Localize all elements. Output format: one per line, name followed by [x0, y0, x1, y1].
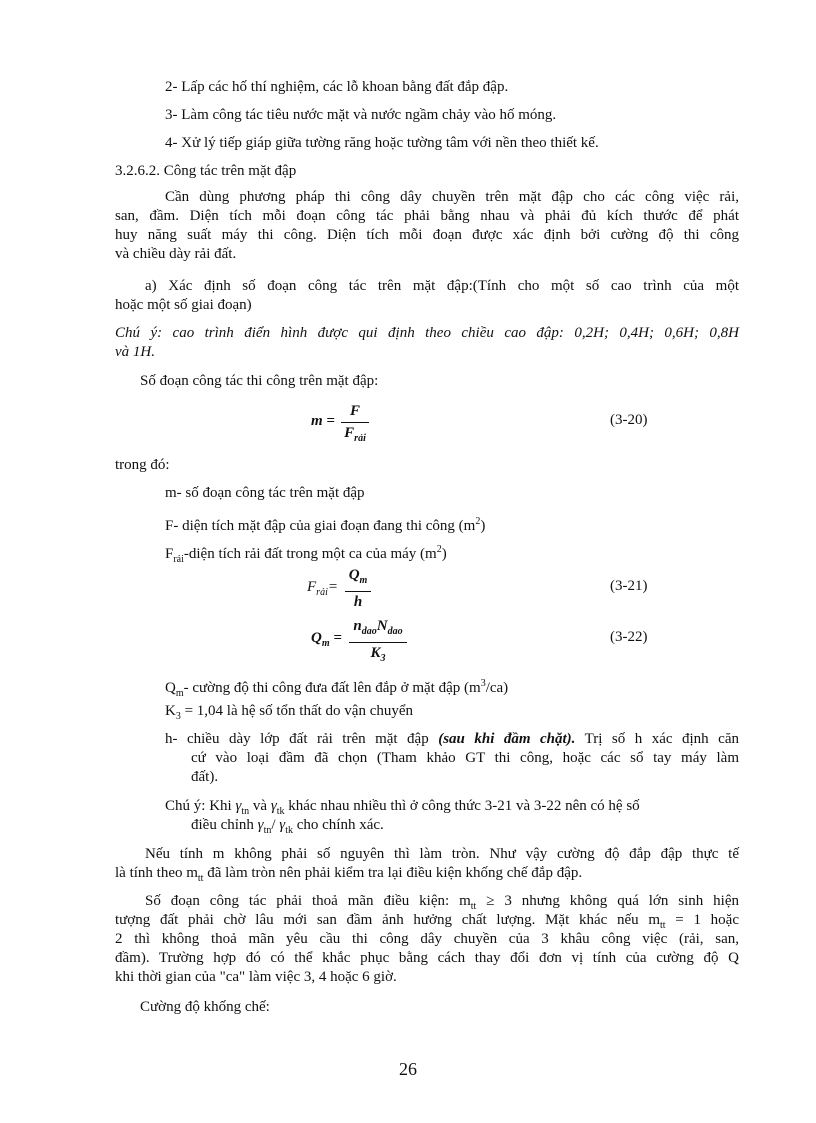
paragraph-line: Số đoạn công tác phải thoả mãn điều kiện: $m_{tt} \ge 3$ nhưng không quá lớn sinh hiện — [145, 893, 739, 912]
item-a-line: a) Xác định số đoạn công tác trên mặt đập:(Tính cho một số cao trình của một — [145, 278, 739, 294]
fraction — [349, 617, 407, 668]
note-gamma-line: Chú ý: Khi $\gamma_{tn}$ và $\gamma_{tk}$ khác nhau nhiều thì ở công thức 3-21 và 3-22 nên có hệ số — [165, 798, 640, 817]
list-item-4: 4- Xử lý tiếp giáp giữa tường răng hoặc tường tâm với nền theo thiết kế. — [165, 135, 599, 151]
paragraph-line: và chiều dày rải đất. — [115, 246, 237, 262]
def-F: F- diện tích mặt đập của giai đoạn đang thi công $(m^2)$ — [165, 516, 486, 534]
fraction-bar — [341, 422, 369, 423]
control-intensity-label: Cường độ khống chế: — [140, 999, 270, 1015]
intro-line: Số đoạn công tác thi công trên mặt đập: — [140, 373, 379, 389]
paragraph-line: huy năng suất máy thi công. Diện tích mỗi đoạn được xác định bởi cường độ thi công — [115, 227, 739, 243]
def-h-line: cứ vào loại đầm đã chọn (Tham khảo GT thi công, hoặc các sổ tay máy làm — [191, 750, 739, 766]
page-number: 26 — [399, 1059, 417, 1079]
denominator: $K_3$ — [370, 645, 386, 664]
equation-number: (3-20) — [610, 412, 648, 428]
fraction — [345, 566, 371, 612]
denominator: $F_{rải}$ — [344, 425, 366, 444]
def-K3: $K_3 = 1,04$ là hệ số tổn thất do vận chuyển — [165, 703, 414, 722]
equation-number: (3-21) — [610, 578, 648, 594]
paragraph-line: 2 thì không thoả mãn yêu cầu thi công dây chuyền của 3 khâu công việc (rải, san, — [115, 931, 739, 947]
numerator: $Q_m$ — [348, 567, 368, 586]
def-h-line: h- chiều dày lớp đất rải trên mặt đập (sau khi đầm chặt). Trị số h xác định căn — [165, 731, 739, 747]
paragraph-line: đầm). Trường hợp đó có thể khắc phục bằng cách thay đổi đơn vị tính của cường độ Q — [115, 950, 739, 966]
paragraph-line: khi thời gian của "ca" làm việc 3, 4 hoặc 6 giờ. — [115, 969, 397, 985]
eq-lhs: $Q_m$ = — [311, 630, 342, 649]
fraction-bar — [349, 642, 407, 643]
eq-lhs: $F_{rải}=$ — [307, 579, 338, 598]
section-heading: 3.2.6.2. Công tác trên mặt đập — [115, 163, 297, 179]
list-item-2: 2- Lấp các hố thí nghiệm, các lỗ khoan bằng đất đắp đập. — [165, 79, 509, 95]
equation-number: (3-22) — [610, 629, 648, 645]
fraction — [341, 402, 369, 448]
numerator: F — [349, 403, 360, 419]
note-line: và 1H. — [115, 344, 155, 360]
paragraph-line: tượng đất phải chờ lâu mới san đầm ảnh hưởng chất lượng. Mặt khác nếu $m_{tt} = 1$ hoặc — [115, 912, 739, 931]
note-line: Chú ý: cao trình điển hình được qui định theo chiều cao đập: 0,2H; 0,4H; 0,6H; 0,8H — [115, 325, 739, 341]
paragraph-line: san, đầm. Diện tích mỗi đoạn công tác phải bằng nhau và phải đủ kích thước để phát — [115, 208, 739, 224]
fraction-bar — [345, 591, 371, 592]
denominator: h — [353, 594, 363, 610]
def-h-line: đất). — [191, 769, 219, 785]
eq-lhs: m = — [311, 413, 335, 429]
def-Frai: $F_{rải}$-diện tích rải đất trong một ca của máy $(m^2)$ — [165, 544, 447, 565]
paragraph-line: là tính theo $m_{tt}$ đã làm tròn nên phải kiểm tra lại điều kiện khống chế đắp đập. — [115, 865, 583, 884]
item-a-line: hoặc một số giai đoạn) — [115, 297, 252, 313]
def-Qm: $Q_m-$ cường độ thi công đưa đất lên đắp ở mặt đập $(m^3/ca)$ — [165, 678, 509, 699]
note-gamma-line: điều chỉnh $\gamma_{tn}/$ $\gamma_{tk}$ cho chính xác. — [191, 817, 384, 836]
paragraph-line: Cần dùng phương pháp thi công dây chuyền trên mặt đập cho các công việc rải, — [165, 189, 739, 205]
def-m: m- số đoạn công tác trên mặt đập — [165, 485, 365, 501]
where-label: trong đó: — [115, 457, 170, 473]
paragraph-line: Nếu tính m không phải số nguyên thì làm tròn. Như vậy cường độ đắp đập thực tế — [145, 846, 739, 862]
numerator: $n_{dao}N_{dao}$ — [353, 618, 403, 637]
list-item-3: 3- Làm công tác tiêu nước mặt và nước ngầm chảy vào hố móng. — [165, 107, 557, 123]
